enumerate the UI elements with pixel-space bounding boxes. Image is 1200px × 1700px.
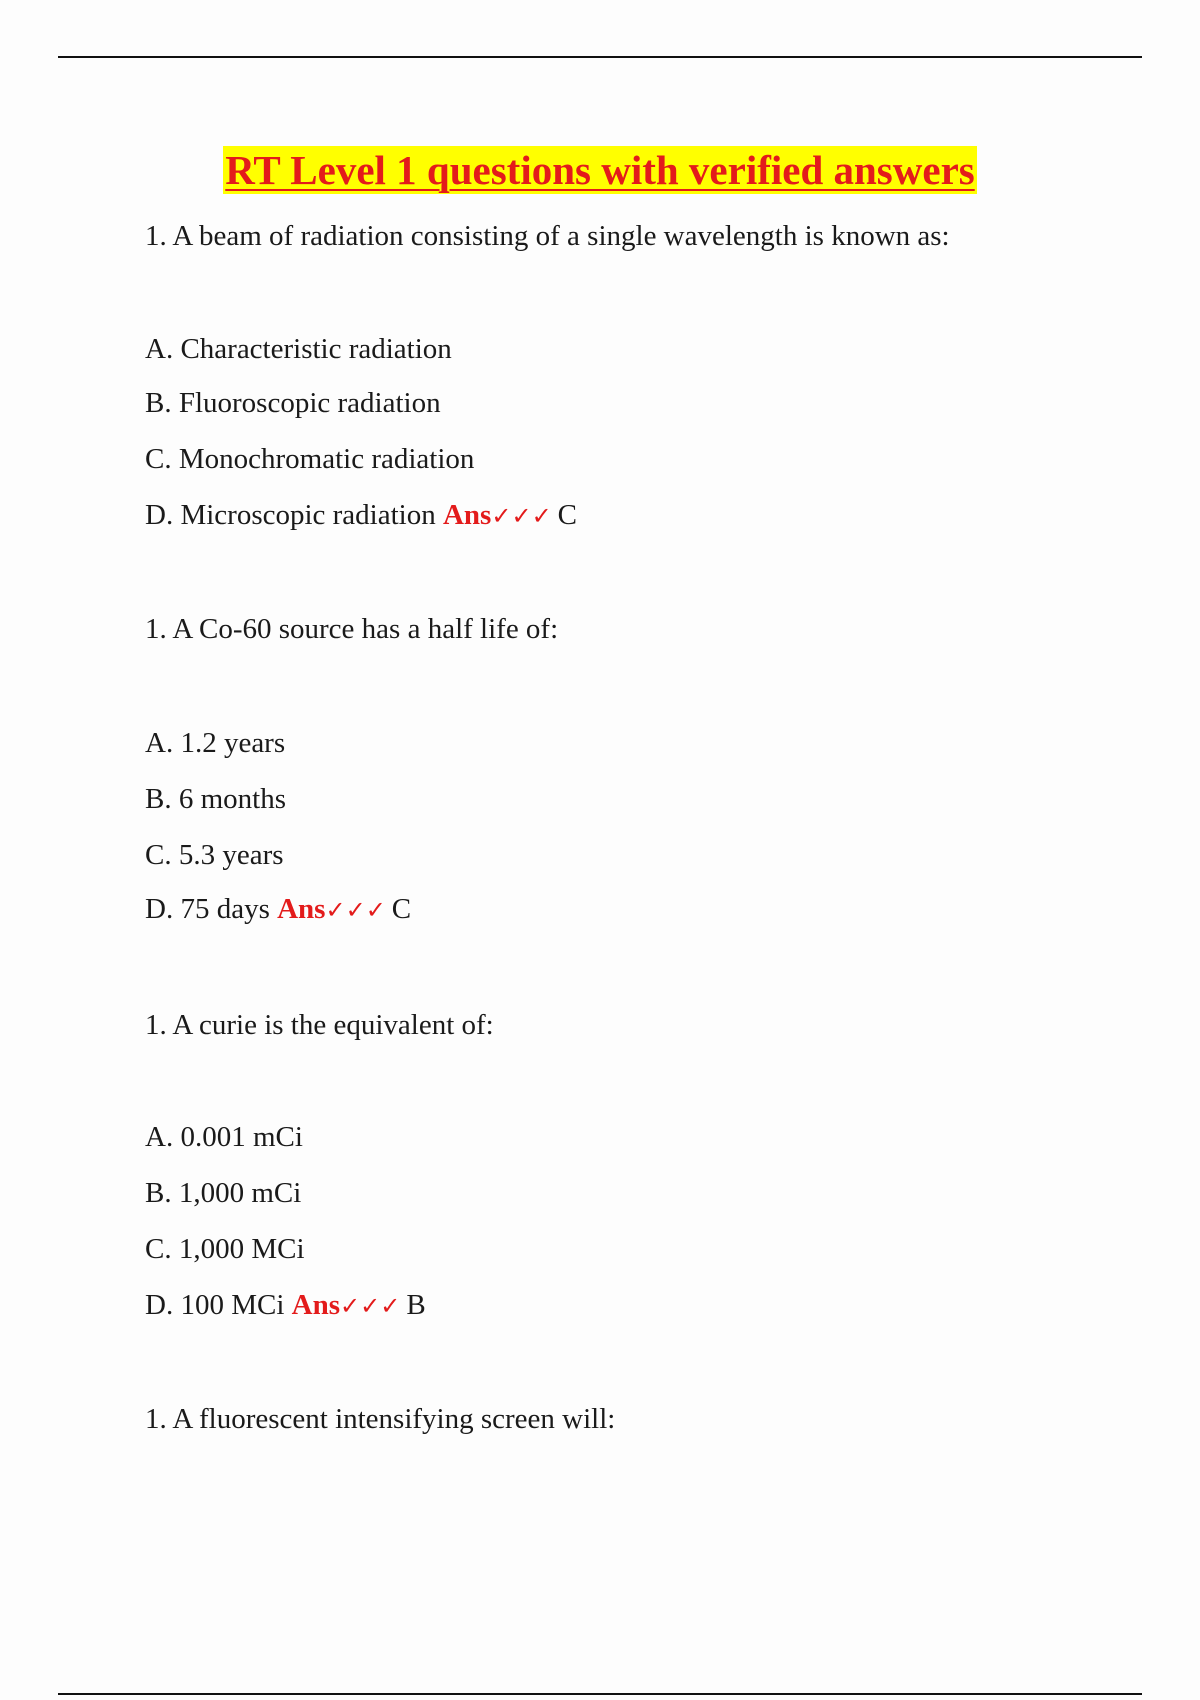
question-stem: 1. A beam of radiation consisting of a single wavelength is known as: [145,220,950,252]
question-stem: 1. A fluorescent intensifying screen will: [145,1403,616,1435]
answer-option-with-key [145,891,411,928]
answer-option: C. 5.3 years [145,839,284,871]
answer-key: B [406,1289,426,1321]
title-container [0,146,1200,194]
answer-option: C. Monochromatic radiation [145,443,475,475]
answer-option: C. 1,000 MCi [145,1233,305,1265]
answer-option: A. 1.2 years [145,727,286,759]
answer-option: D. Microscopic radiation [145,499,436,531]
checkmark-icon: ✓✓✓ [325,896,386,924]
answer-option: B. 6 months [145,783,286,815]
question-stem: 1. A curie is the equivalent of: [145,1009,494,1041]
answer-option: A. Characteristic radiation [145,333,452,365]
answer-option: A. 0.001 mCi [145,1121,303,1153]
answer-option: B. Fluoroscopic radiation [145,387,441,419]
answer-option-with-key [145,1287,426,1324]
answer-option: D. 100 MCi [145,1289,285,1321]
answer-option-with-key [145,497,577,534]
answer-key: C [391,893,412,925]
answer-label: Ans [277,893,326,925]
checkmark-icon: ✓✓✓ [491,502,552,530]
answer-option: B. 1,000 mCi [145,1177,302,1209]
answer-label: Ans [291,1289,340,1321]
answer-key: C [557,499,578,531]
question-stem: 1. A Co-60 source has a half life of: [145,613,559,645]
document-title: RT Level 1 questions with verified answers [225,147,975,193]
checkmark-icon: ✓✓✓ [340,1292,401,1320]
footer-rule [58,1693,1142,1695]
answer-option: D. 75 days [145,893,270,925]
header-rule [58,56,1142,58]
answer-label: Ans [442,499,492,531]
